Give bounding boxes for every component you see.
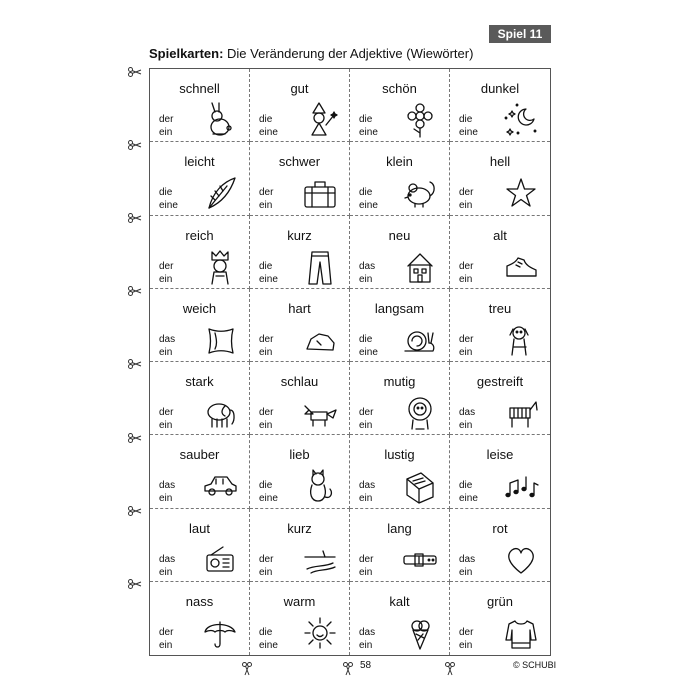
scissors-icon (448, 662, 458, 676)
card-article-definite: die (459, 480, 473, 492)
card-article-definite: der (459, 187, 474, 199)
card-adjective: gestreift (476, 374, 524, 389)
card-articles (359, 186, 378, 212)
game-card (150, 216, 250, 289)
snail-icon (403, 323, 437, 357)
card-adjective: rot (492, 520, 508, 536)
suitcase-icon (303, 176, 337, 210)
card-adjective: kalt (389, 593, 410, 609)
zebra-icon (504, 396, 538, 430)
card-adjective: klein (386, 154, 413, 170)
game-card (350, 69, 450, 142)
card-article-definite: der (159, 626, 174, 638)
card-adjective: alt (493, 227, 507, 243)
card-article-indefinite: ein (159, 493, 173, 505)
card-article-definite: die (459, 114, 473, 125)
card-articles (359, 333, 378, 359)
game-card (150, 582, 250, 655)
sun-icon (303, 616, 337, 650)
trousers-icon (303, 250, 337, 284)
scissors-icon (128, 64, 142, 74)
scissors-icon (128, 430, 142, 440)
game-card (250, 362, 350, 435)
king-icon (203, 250, 237, 284)
game-card (150, 69, 250, 142)
game-card (450, 582, 550, 655)
game-card (350, 582, 450, 655)
card-article-indefinite: ein (359, 493, 373, 505)
card-article-definite: der (259, 407, 274, 418)
scissors-icon (128, 356, 142, 366)
card-article-definite: der (359, 407, 374, 418)
card-adjective: treu (488, 300, 512, 316)
card-article-indefinite: ein (359, 420, 373, 431)
path-icon (303, 543, 337, 577)
card-article-indefinite: eine (359, 346, 378, 358)
flower-icon (403, 103, 437, 137)
copyright: © SCHUBI (513, 660, 557, 670)
fairy-icon (303, 103, 337, 137)
card-adjective: stark (185, 374, 214, 389)
game-card (350, 289, 450, 362)
card-article-definite: das (359, 260, 376, 272)
stone-icon (303, 323, 337, 357)
game-card (350, 362, 450, 435)
game-card (350, 435, 450, 508)
card-article-definite: die (259, 626, 273, 638)
card-adjective: schwer (278, 154, 321, 170)
card-article-indefinite: eine (359, 127, 378, 138)
cat-icon (303, 469, 337, 503)
card-articles (359, 553, 373, 579)
card-article-indefinite: ein (159, 566, 173, 578)
card-article-indefinite: eine (359, 200, 378, 212)
card-articles (459, 333, 473, 359)
card-adjective: schlau (280, 374, 319, 389)
card-article-definite: der (359, 553, 374, 565)
card-article-definite: die (259, 114, 273, 125)
sweater-icon (504, 616, 538, 650)
game-card (150, 362, 250, 435)
rabbit-icon (203, 103, 237, 137)
card-article-definite: das (159, 333, 176, 345)
pillow-icon (203, 323, 237, 357)
card-adjective: weich (182, 300, 217, 316)
scissors-icon (128, 210, 142, 220)
card-articles (459, 406, 475, 432)
elephant-icon (203, 396, 237, 430)
scissors-icon (128, 137, 142, 147)
game-card (250, 435, 350, 508)
card-article-definite: das (159, 553, 176, 565)
scissors-icon (128, 576, 142, 586)
card-adjective: mutig (383, 374, 416, 389)
card-articles (459, 479, 478, 505)
card-article-definite: das (359, 480, 376, 492)
card-adjective: leicht (184, 154, 215, 170)
game-card (350, 216, 450, 289)
card-articles (359, 260, 375, 286)
card-article-indefinite: ein (359, 273, 373, 285)
star-icon (504, 176, 538, 210)
night-sky-icon (504, 103, 538, 137)
card-article-indefinite: eine (459, 493, 478, 505)
card-adjective: lieb (289, 447, 310, 463)
fox-icon (303, 396, 337, 430)
card-article-definite: die (259, 260, 273, 272)
card-adjective: warm (283, 593, 316, 609)
scissors-icon (245, 662, 255, 676)
card-articles (359, 626, 375, 652)
card-adjective: sauber (179, 447, 220, 463)
card-article-indefinite: eine (159, 200, 178, 212)
card-article-definite: die (259, 480, 273, 492)
card-article-indefinite: ein (159, 420, 173, 431)
card-article-indefinite: ein (159, 127, 173, 138)
card-adjective: reich (185, 227, 214, 243)
card-article-definite: das (459, 407, 476, 418)
game-card (450, 289, 550, 362)
game-card (250, 69, 350, 142)
card-articles (459, 553, 475, 579)
card-adjective: leise (486, 447, 514, 463)
card-article-indefinite: ein (459, 200, 473, 212)
card-articles (259, 406, 273, 432)
card-articles (259, 479, 278, 505)
car-icon (203, 469, 237, 503)
game-card (250, 582, 350, 655)
card-article-indefinite: ein (459, 639, 473, 651)
radio-icon (203, 543, 237, 577)
card-article-indefinite: ein (359, 639, 373, 651)
card-articles (459, 186, 473, 212)
game-card (450, 362, 550, 435)
card-article-indefinite: ein (459, 273, 473, 285)
card-articles (359, 479, 375, 505)
card-adjective: grün (486, 593, 514, 609)
card-articles (159, 113, 173, 139)
card-article-definite: der (159, 407, 174, 418)
card-adjective: nass (185, 593, 214, 609)
card-articles (159, 186, 178, 212)
game-card (450, 509, 550, 582)
card-adjective: kurz (287, 227, 312, 243)
card-article-definite: der (159, 260, 174, 272)
card-article-definite: das (459, 553, 476, 565)
game-card (450, 142, 550, 215)
game-card (450, 435, 550, 508)
umbrella-icon (203, 616, 237, 650)
game-card (150, 509, 250, 582)
card-adjective: kurz (287, 520, 312, 536)
card-article-definite: der (259, 553, 274, 565)
card-articles (459, 626, 473, 652)
game-card (150, 435, 250, 508)
heart-icon (504, 543, 538, 577)
card-articles (259, 260, 278, 286)
card-article-definite: der (459, 333, 474, 345)
card-article-definite: der (459, 260, 474, 272)
card-adjective: hell (489, 154, 511, 170)
card-article-indefinite: ein (259, 420, 273, 431)
card-adjective: lang (387, 520, 412, 536)
card-articles (259, 626, 278, 652)
scissors-icon (346, 662, 356, 676)
card-articles (159, 333, 175, 359)
card-article-indefinite: ein (259, 346, 273, 358)
feather-icon (203, 176, 237, 210)
card-article-definite: das (359, 626, 376, 638)
card-adjective: schnell (179, 81, 220, 96)
card-article-indefinite: ein (459, 566, 473, 578)
card-articles (159, 553, 175, 579)
card-article-definite: der (159, 114, 174, 125)
music-notes-icon (504, 469, 538, 503)
card-adjective: laut (189, 520, 210, 536)
card-article-indefinite: ein (359, 566, 373, 578)
card-article-definite: der (259, 187, 274, 199)
card-article-indefinite: eine (259, 493, 278, 505)
card-articles (159, 406, 173, 432)
house-icon (403, 250, 437, 284)
card-adjective: hart (288, 300, 311, 316)
card-grid (149, 68, 551, 656)
card-article-definite: die (359, 333, 373, 345)
title-bold: Spielkarten: (149, 46, 224, 61)
card-articles (259, 333, 273, 359)
game-card (150, 142, 250, 215)
card-articles (259, 553, 273, 579)
ice-cream-icon (403, 616, 437, 650)
title-rest: Die Veränderung der Adjektive (Wiewörter) (223, 46, 474, 61)
mouse-icon (403, 176, 437, 210)
card-adjective: lustig (384, 447, 415, 463)
card-articles (159, 260, 173, 286)
scissors-icon (128, 503, 142, 513)
card-articles (459, 260, 473, 286)
lion-icon (403, 396, 437, 430)
card-adjective: gut (290, 81, 309, 96)
card-article-indefinite: ein (459, 346, 473, 358)
game-card (350, 142, 450, 215)
game-card (250, 142, 350, 215)
game-card (350, 509, 450, 582)
card-article-indefinite: ein (459, 420, 473, 431)
card-article-definite: die (359, 187, 373, 199)
card-articles (159, 479, 175, 505)
card-articles (159, 626, 173, 652)
card-article-definite: die (159, 187, 173, 199)
card-article-indefinite: ein (159, 273, 173, 285)
game-card (250, 509, 350, 582)
card-articles (259, 113, 278, 139)
shoe-icon (504, 250, 538, 284)
game-card (450, 216, 550, 289)
card-article-definite: der (459, 626, 474, 638)
game-card (250, 289, 350, 362)
dog-icon (504, 323, 538, 357)
page-title (149, 46, 473, 61)
card-articles (359, 113, 378, 139)
card-adjective: schön (382, 81, 417, 96)
card-article-indefinite: eine (259, 273, 278, 285)
card-article-indefinite: eine (459, 127, 478, 138)
card-adjective: neu (388, 227, 411, 243)
card-adjective: langsam (374, 300, 425, 316)
scissors-icon (128, 283, 142, 293)
card-article-definite: die (359, 114, 373, 125)
card-article-indefinite: ein (259, 566, 273, 578)
book-icon (403, 469, 437, 503)
game-card (250, 216, 350, 289)
belt-icon (403, 543, 437, 577)
card-article-indefinite: ein (259, 200, 273, 212)
card-article-indefinite: ein (159, 639, 173, 651)
card-articles (359, 406, 373, 432)
card-adjective: dunkel (480, 81, 520, 96)
card-article-indefinite: eine (259, 127, 278, 138)
page-number: 58 (360, 660, 372, 671)
card-articles (459, 113, 478, 139)
game-card (450, 69, 550, 142)
game-card (150, 289, 250, 362)
card-articles (259, 186, 273, 212)
card-article-indefinite: ein (159, 346, 173, 358)
game-badge: Spiel 11 (489, 25, 551, 43)
card-article-indefinite: eine (259, 639, 278, 651)
card-article-definite: das (159, 480, 176, 492)
card-article-definite: der (259, 333, 274, 345)
